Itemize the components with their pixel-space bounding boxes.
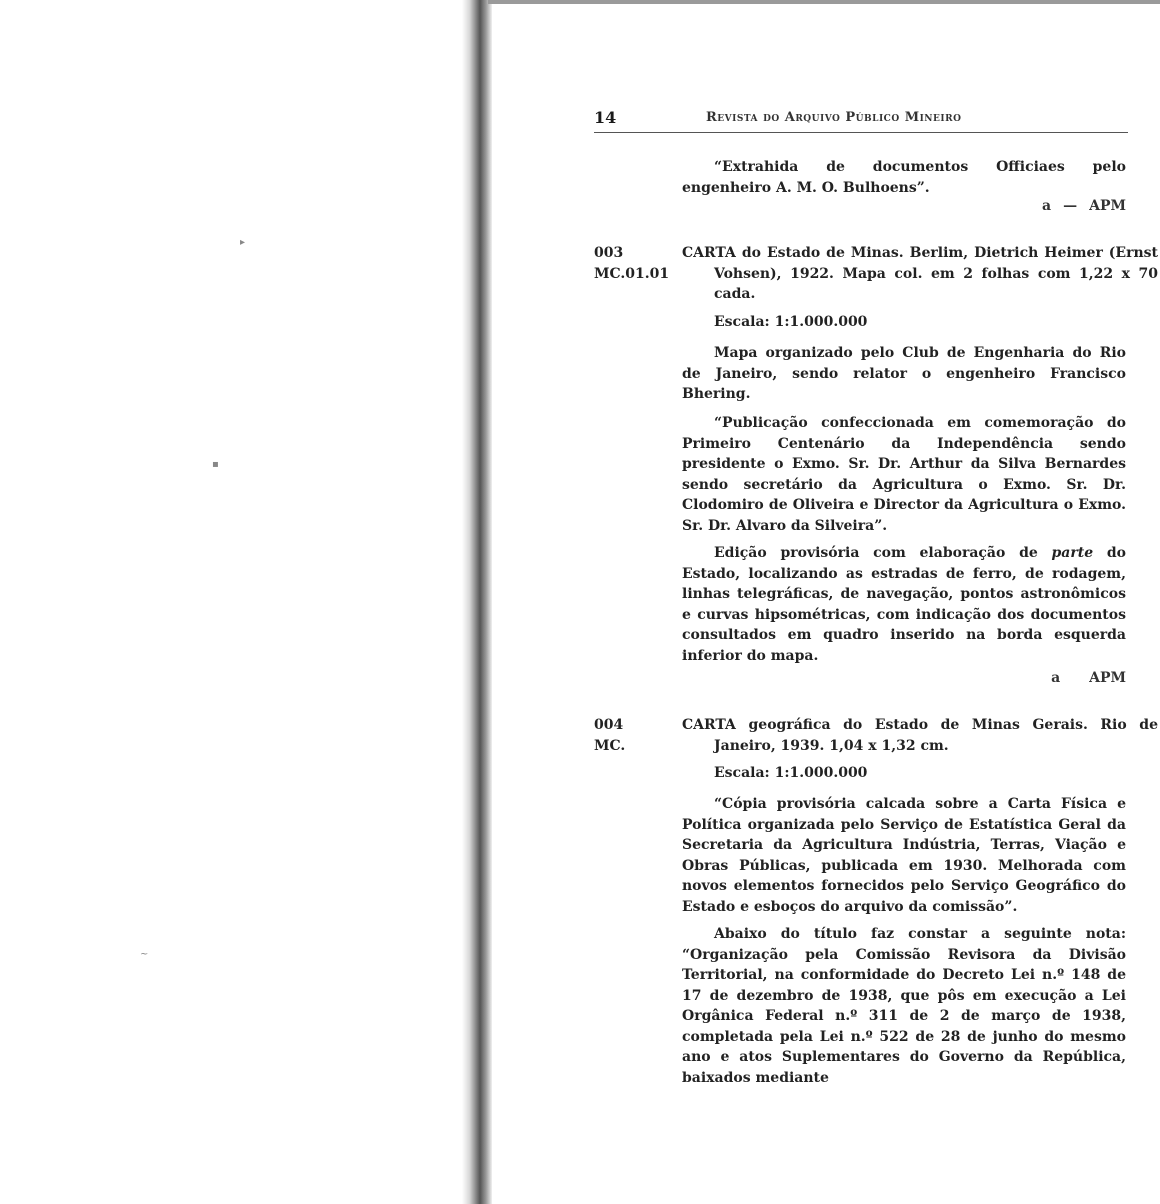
edition-text-end: do Estado, localizando as estradas de ferro, de rodagem, linhas telegráficas, de navegação, pontos astronômicos e curvas hipsométricas, com indicação dos documentos consultados em quadro inserido na borda esquerda inferior do mapa. — [682, 545, 1126, 664]
page-header — [594, 108, 1128, 133]
entry-paragraph: Abaixo do título faz constar a seguinte nota: “Organização pela Comissão Revisora da Divisão Territorial, na conformidade do Decreto Lei n.º 148 de 17 de dezembro de 1938, que pôs em execução a Lei Orgânica Federal n.º 311 de 2 de março de 1938, completada pela Lei n.º 522 de 28 de junho do mesmo ano e atos Suplementares do Governo da República, baixados mediante — [682, 926, 1126, 1086]
source-prefix: a — [1051, 670, 1061, 686]
book-gutter — [462, 0, 492, 1204]
scan-speck: ▪ — [212, 459, 219, 470]
running-title: Revista do Arquivo Público Mineiro — [706, 110, 962, 125]
edition-text-start: Edição provisória com elaboração de — [714, 545, 1052, 561]
entry-heading: CARTA do Estado de Minas. Berlim, Dietrich Heimer (Ernst Vohsen), 1922. Mapa col. em 2 folhas com 1,22 x 70 cada. — [682, 245, 1158, 302]
edition-text-italic: parte — [1051, 545, 1094, 561]
entry-paragraph: “Cópia provisória calcada sobre a Carta Física e Política organizada pelo Serviço de Estatística Geral da Secretaria da Agricultura Indústria, Terras, Viação e Obras Públicas, publicada em 1930. Melhorada com novos elementos fornecidos pelo Serviço Geográfico do Estado e esboços do arquivo da comissão”. — [682, 796, 1126, 915]
source-dash: — — [1063, 198, 1078, 214]
entry-code: MC.01.01 — [594, 266, 670, 282]
entry-scale: Escala: 1:1.000.000 — [714, 765, 868, 781]
scan-speck: ▸ — [240, 237, 246, 248]
entry-number: 003 — [594, 245, 624, 261]
continuation-text: “Extrahida de documentos Officiaes pelo engenheiro A. M. O. Bulhoens”. — [682, 159, 1126, 196]
entry-scale: Escala: 1:1.000.000 — [714, 314, 868, 330]
source-prefix: a — [1042, 198, 1052, 214]
source-name: APM — [1089, 670, 1126, 686]
scan-speck: ~ — [140, 949, 149, 960]
entry-paragraph: “Publicação confeccionada em comemoração do Primeiro Centenário da Independência sendo presidente o Exmo. Sr. Dr. Arthur da Silva Bernardes sendo secretário da Agricultura o Exmo. Sr. Dr. Clodomiro de Oliveira e Director da Agricultura o Exmo. Sr. Dr. Alvaro da Silveira”. — [682, 415, 1126, 534]
source-name: APM — [1089, 198, 1126, 214]
entry-number: 004 — [594, 717, 624, 733]
page-number: 14 — [594, 108, 617, 127]
page-top-edge — [488, 0, 1160, 4]
entry-code: MC. — [594, 738, 626, 754]
entry-paragraph: Mapa organizado pelo Club de Engenharia do Rio de Janeiro, sendo relator o engenheiro Francisco Bhering. — [682, 345, 1126, 402]
entry-paragraph — [682, 543, 1126, 666]
source-line — [1051, 670, 1126, 686]
source-line — [1042, 198, 1126, 214]
entry-heading: CARTA geográfica do Estado de Minas Gerais. Rio de Janeiro, 1939. 1,04 x 1,32 cm. — [682, 717, 1158, 754]
